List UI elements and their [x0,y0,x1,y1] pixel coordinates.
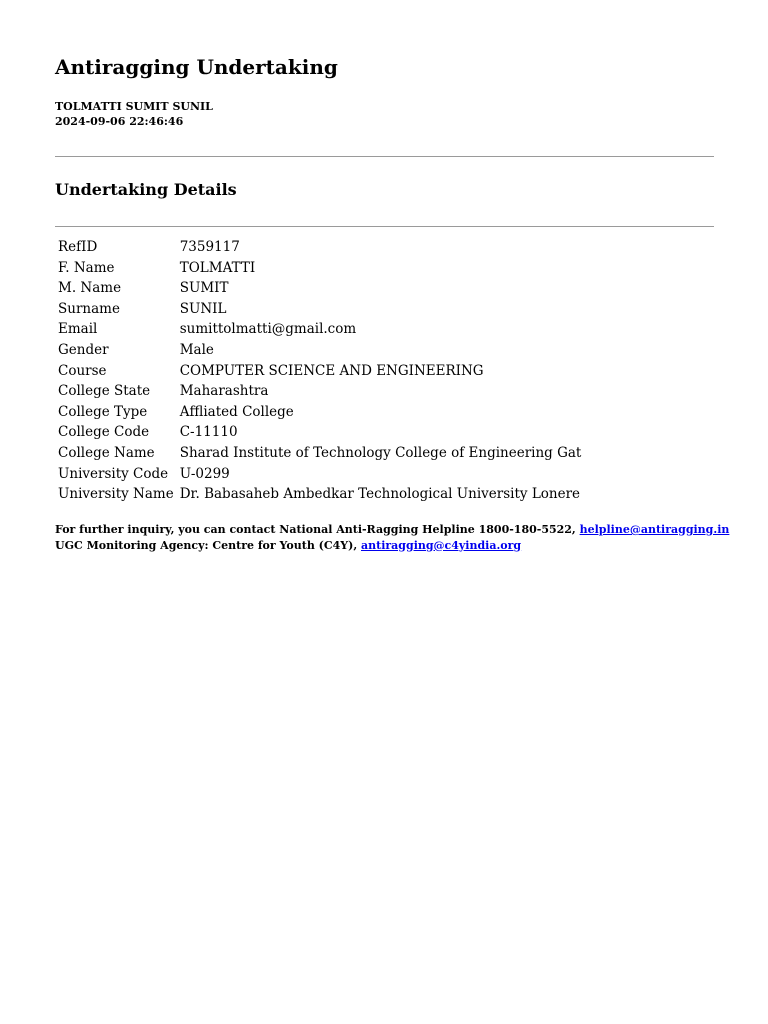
detail-label-first-name: F. Name [58,259,115,276]
detail-label-college-code: College Code [58,424,150,441]
detail-value-email: sumittolmatti@gmail.com [179,321,357,338]
helpline-line [55,522,729,538]
detail-label-gender: Gender [58,341,109,358]
detail-label-university-code: University Code [58,465,169,482]
table-row [55,381,581,402]
helpline-text: For further inquiry, you can contact National Anti-Ragging Helpline 1800-180-5522, [55,523,580,536]
table-row [55,319,581,340]
detail-label-refid: RefID [58,239,98,255]
contact-footer [55,522,729,553]
monitoring-agency-text: UGC Monitoring Agency: Centre for Youth (C4Y), [55,538,361,552]
detail-value-college-name: Sharad Institute of Technology College of Engineering Gat [179,444,582,461]
detail-value-college-state: Maharashtra [179,383,269,400]
divider-top [55,156,714,157]
document-title: Antiragging Undertaking [55,55,338,79]
detail-label-middle-name: M. Name [58,280,122,297]
table-row [55,464,581,485]
table-row [55,258,581,279]
detail-label-college-name: College Name [58,444,155,461]
detail-value-surname: SUNIL [179,300,227,317]
student-name: TOLMATTI SUMIT SUNIL [55,100,213,113]
detail-label-college-state: College State [58,383,151,400]
divider-section [55,226,714,227]
detail-value-university-code: U-0299 [179,465,230,482]
details-table [55,237,581,505]
monitoring-agency-line [55,538,729,554]
detail-label-surname: Surname [58,300,120,317]
table-row [55,361,581,382]
detail-value-course: COMPUTER SCIENCE AND ENGINEERING [179,362,484,379]
detail-value-middle-name: SUMIT [179,280,229,297]
detail-value-college-code: C-11110 [179,424,238,441]
submission-timestamp: 2024-09-06 22:46:46 [55,115,184,128]
table-row [55,422,581,443]
detail-value-refid: 7359117 [179,239,240,255]
detail-label-university-name: University Name [58,486,174,503]
detail-label-email: Email [58,321,98,338]
table-row [55,443,581,464]
section-title: Undertaking Details [55,180,237,199]
detail-label-college-type: College Type [58,403,148,420]
detail-value-college-type: Affliated College [179,403,294,420]
agency-email-link[interactable]: antiragging@c4yindia.org [361,538,522,552]
document-meta [55,99,213,129]
table-row [55,340,581,361]
helpline-email-link[interactable]: helpline@antiragging.in [579,523,730,536]
table-row [55,402,581,423]
table-row [55,237,581,258]
table-row [55,278,581,299]
detail-value-university-name: Dr. Babasaheb Ambedkar Technological University Lonere [179,486,581,503]
detail-label-course: Course [58,362,107,379]
detail-value-gender: Male [179,341,214,358]
table-row [55,484,581,505]
table-row [55,299,581,320]
detail-value-first-name: TOLMATTI [179,259,256,276]
